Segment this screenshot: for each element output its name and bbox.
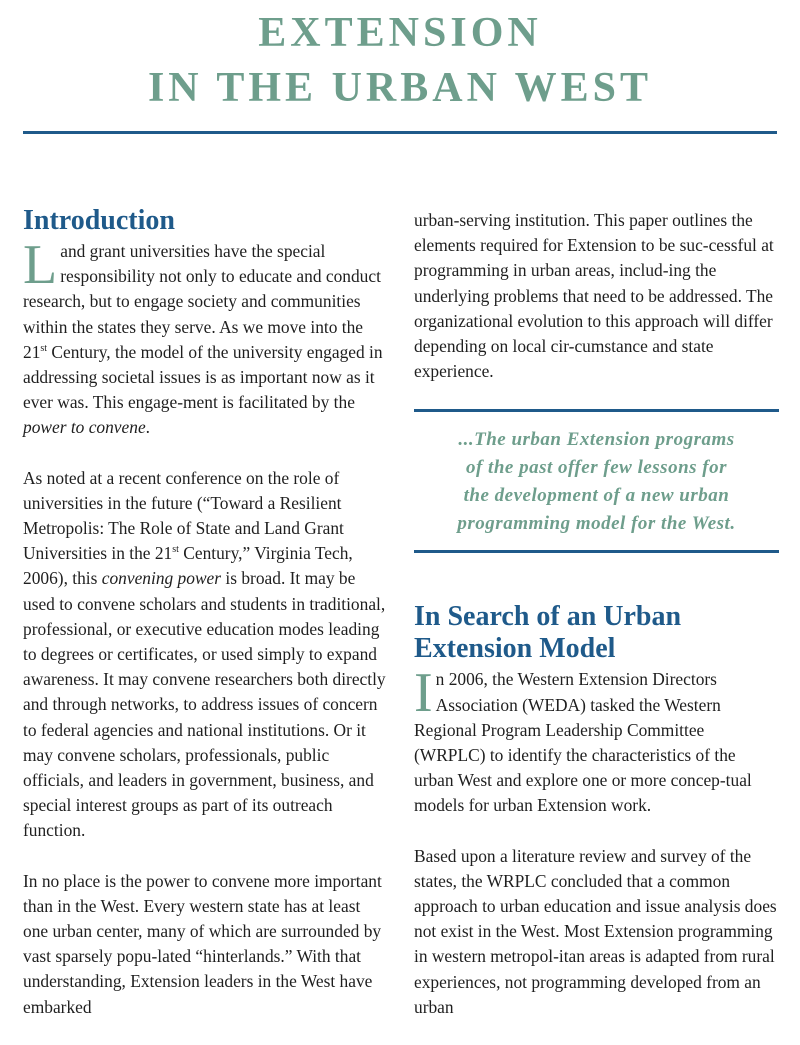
intro-paragraph-2 — [23, 466, 388, 844]
section-2-heading — [414, 601, 779, 665]
dropcap-i: I — [414, 662, 433, 725]
section-2-paragraph-1 — [414, 662, 779, 818]
intro-p1-text-b: Century, the model of the university engaged in addressing societal issues is as important now as it ever was. This engage-ment is facilitated by the — [23, 341, 383, 413]
continued-paragraph: urban-serving institution. This paper outlines the elements required for Extension to be suc-cessful at programming in urban areas, includ-ing the underlying problems that need to be addressed. The organizational evolution to this approach will differ depending on local cir-cumstance and state experience. — [414, 210, 774, 382]
intro-p2-emphasis: convening power — [101, 568, 222, 589]
intro-p2-text-c: is broad. It may be used to convene scholars and students in traditional, professional, or executive education modes leading to degrees or certificates, or used simply to expand awareness. It may convene researchers both directly and through networks, to address issues of concern to federal agencies and national institutions. Or it may convene scholars, professionals, public officials, and leaders in government, business, and special interest groups as part of its outreach function. — [23, 568, 386, 841]
section-2-heading-line-2: Extension Model — [414, 633, 616, 665]
pull-quote-line-1: ...The urban Extension programs — [458, 429, 735, 451]
title-line-2: IN THE URBAN WEST — [147, 65, 653, 111]
intro-p2-text-a: As noted at a recent conference on the role of universities in the future (“Toward a Resilient Metropolis: The Role of State and Land Grant Universities in the 21 — [23, 467, 344, 564]
dropcap-l: L — [23, 234, 58, 296]
intro-p1-text-c: . — [145, 417, 151, 438]
header-rule — [23, 131, 777, 134]
pull-quote-line-2: of the past offer few lessons for — [465, 457, 728, 479]
introduction-heading: Introduction — [23, 205, 175, 236]
pull-quote-line-4: programming model for the West. — [457, 513, 736, 535]
intro-p1-sup: st — [40, 343, 48, 355]
section-2-paragraph-2: Based upon a literature review and survey of the states, the WRPLC concluded that a common approach to urban education and issue analysis does not exist in the West. Most Extension programming in western metropol-itan areas is adapted from rural experiences, not programming developed from an urban — [414, 845, 777, 1017]
intro-p1-emphasis: power to convene — [23, 417, 146, 438]
pull-quote-line-3: the development of a new urban — [463, 485, 730, 507]
section-2-heading-line-1: In Search of an Urban — [414, 601, 682, 633]
title-line-1: EXTENSION — [258, 10, 542, 56]
intro-p2-text-b: Century,” Virginia Tech, 2006), this — [23, 543, 353, 589]
pull-quote — [414, 409, 779, 553]
intro-paragraph-1 — [23, 234, 388, 441]
intro-p2-sup: st — [172, 544, 179, 556]
intro-paragraph-3: In no place is the power to convene more important than in the West. Every western state has at least one urban center, many of which are surrounded by vast sparsely popu-lated “hinterlands.” With that understanding, Extension leaders in the West have embarked — [23, 870, 382, 1017]
section-urban-model — [414, 601, 779, 1020]
intro-p1-text-a: and grant universities have the special responsibility not only to educate and conduct research, but to engage society and communities within the states they serve. As we move into the 21 — [23, 241, 381, 362]
document-title — [0, 6, 800, 116]
right-column — [414, 208, 779, 1045]
left-column — [23, 205, 388, 1045]
section-2-p1-text: n 2006, the Western Extension Directors Association (WEDA) tasked the Western Regional Program Leadership Committee (WRPLC) to identify the characteristics of the urban West and explore one or more concep-tual models for urban Extension work. — [414, 669, 752, 816]
